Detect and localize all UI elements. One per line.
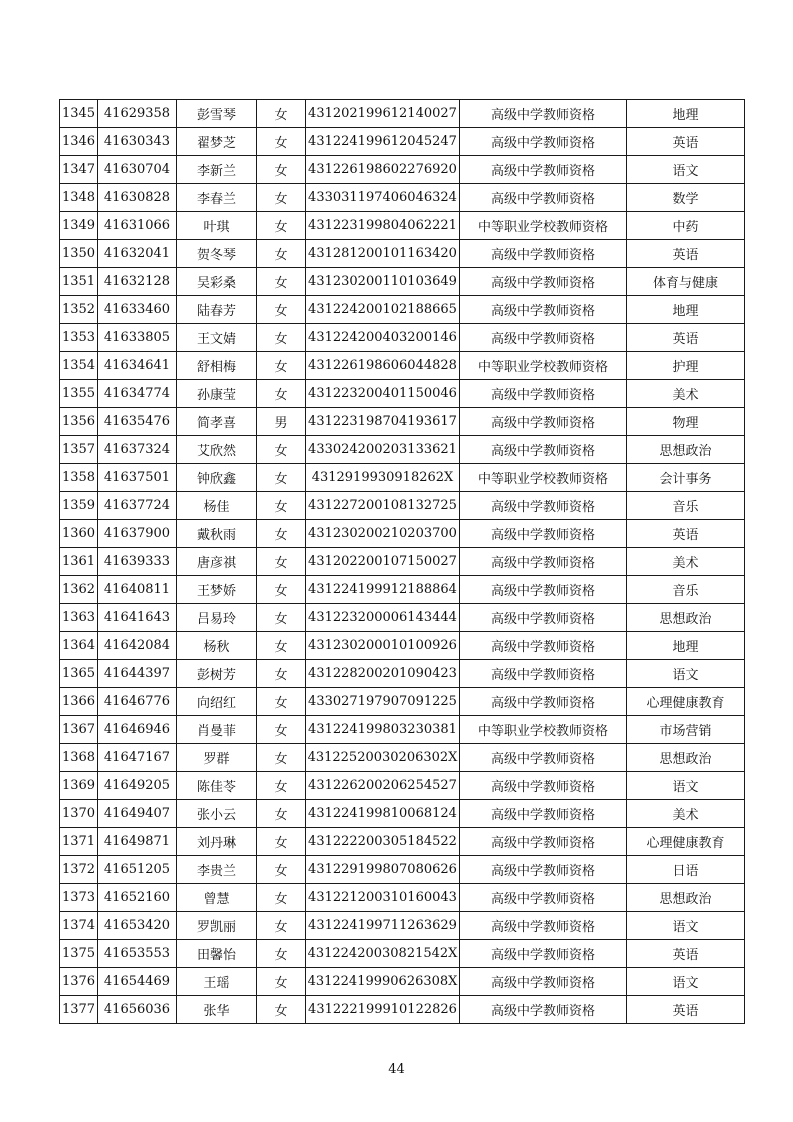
cell-id-number: 431202200107150027 — [306, 548, 460, 576]
cell-subject: 英语 — [627, 240, 745, 268]
cell-name: 张小云 — [177, 800, 257, 828]
cell-name: 杨佳 — [177, 492, 257, 520]
cell-gender: 女 — [257, 940, 306, 968]
cell-subject: 思想政治 — [627, 436, 745, 464]
cell-gender: 女 — [257, 828, 306, 856]
cell-name: 孙康莹 — [177, 380, 257, 408]
cell-qualification: 高级中学教师资格 — [460, 324, 627, 352]
cell-gender: 女 — [257, 968, 306, 996]
cell-serial: 1366 — [60, 688, 98, 716]
table-row — [60, 156, 745, 184]
cell-serial: 1351 — [60, 268, 98, 296]
cell-subject: 音乐 — [627, 576, 745, 604]
cell-subject: 音乐 — [627, 492, 745, 520]
cell-subject: 思想政治 — [627, 744, 745, 772]
table-row — [60, 100, 745, 128]
cell-id-number: 431221200310160043 — [306, 884, 460, 912]
cell-name: 钟欣鑫 — [177, 464, 257, 492]
cell-exam-id: 41637501 — [98, 464, 177, 492]
cell-qualification: 高级中学教师资格 — [460, 688, 627, 716]
cell-gender: 女 — [257, 744, 306, 772]
cell-gender: 女 — [257, 184, 306, 212]
cell-qualification: 高级中学教师资格 — [460, 240, 627, 268]
cell-qualification: 高级中学教师资格 — [460, 996, 627, 1024]
cell-serial: 1375 — [60, 940, 98, 968]
cell-name: 唐彦祺 — [177, 548, 257, 576]
cell-exam-id: 41632041 — [98, 240, 177, 268]
cell-subject: 体育与健康 — [627, 268, 745, 296]
cell-serial: 1365 — [60, 660, 98, 688]
cell-name: 叶琪 — [177, 212, 257, 240]
cell-id-number: 431223200401150046 — [306, 380, 460, 408]
cell-serial: 1349 — [60, 212, 98, 240]
table-row — [60, 268, 745, 296]
cell-subject: 英语 — [627, 128, 745, 156]
cell-gender: 女 — [257, 660, 306, 688]
cell-exam-id: 41653420 — [98, 912, 177, 940]
cell-exam-id: 41632128 — [98, 268, 177, 296]
cell-exam-id: 41642084 — [98, 632, 177, 660]
cell-qualification: 高级中学教师资格 — [460, 660, 627, 688]
cell-qualification: 高级中学教师资格 — [460, 156, 627, 184]
registration-table — [59, 99, 745, 1024]
cell-subject: 物理 — [627, 408, 745, 436]
cell-serial: 1355 — [60, 380, 98, 408]
cell-name: 杨秋 — [177, 632, 257, 660]
cell-id-number: 433027197907091225 — [306, 688, 460, 716]
cell-gender: 女 — [257, 520, 306, 548]
cell-name: 罗群 — [177, 744, 257, 772]
cell-gender: 女 — [257, 296, 306, 324]
cell-name: 王文婧 — [177, 324, 257, 352]
cell-gender: 女 — [257, 464, 306, 492]
table-row — [60, 884, 745, 912]
cell-serial: 1345 — [60, 100, 98, 128]
cell-subject: 护理 — [627, 352, 745, 380]
cell-name: 王瑶 — [177, 968, 257, 996]
table-row — [60, 716, 745, 744]
cell-id-number: 431226198606044828 — [306, 352, 460, 380]
table-row — [60, 520, 745, 548]
cell-serial: 1358 — [60, 464, 98, 492]
cell-gender: 女 — [257, 996, 306, 1024]
cell-exam-id: 41644397 — [98, 660, 177, 688]
cell-serial: 1369 — [60, 772, 98, 800]
cell-exam-id: 41654469 — [98, 968, 177, 996]
cell-name: 田馨怡 — [177, 940, 257, 968]
cell-gender: 女 — [257, 128, 306, 156]
cell-qualification: 高级中学教师资格 — [460, 604, 627, 632]
table-row — [60, 352, 745, 380]
cell-id-number: 433024200203133621 — [306, 436, 460, 464]
cell-gender: 女 — [257, 212, 306, 240]
table-row — [60, 464, 745, 492]
table-row — [60, 660, 745, 688]
cell-id-number: 431223200006143444 — [306, 604, 460, 632]
cell-subject: 美术 — [627, 800, 745, 828]
cell-qualification: 高级中学教师资格 — [460, 492, 627, 520]
cell-qualification: 高级中学教师资格 — [460, 128, 627, 156]
cell-gender: 女 — [257, 604, 306, 632]
cell-serial: 1350 — [60, 240, 98, 268]
cell-gender: 女 — [257, 632, 306, 660]
cell-exam-id: 41640811 — [98, 576, 177, 604]
cell-qualification: 高级中学教师资格 — [460, 184, 627, 212]
cell-name: 刘丹琳 — [177, 828, 257, 856]
cell-subject: 英语 — [627, 996, 745, 1024]
cell-id-number: 431222200305184522 — [306, 828, 460, 856]
cell-exam-id: 41630704 — [98, 156, 177, 184]
cell-serial: 1377 — [60, 996, 98, 1024]
cell-gender: 女 — [257, 380, 306, 408]
cell-subject: 美术 — [627, 548, 745, 576]
cell-name: 王梦娇 — [177, 576, 257, 604]
cell-gender: 女 — [257, 352, 306, 380]
cell-exam-id: 41637724 — [98, 492, 177, 520]
cell-serial: 1368 — [60, 744, 98, 772]
cell-subject: 语文 — [627, 912, 745, 940]
cell-gender: 女 — [257, 772, 306, 800]
cell-subject: 数学 — [627, 184, 745, 212]
cell-qualification: 高级中学教师资格 — [460, 940, 627, 968]
cell-id-number: 43122420030821542X — [306, 940, 460, 968]
cell-name: 彭树芳 — [177, 660, 257, 688]
cell-serial: 1372 — [60, 856, 98, 884]
cell-exam-id: 41656036 — [98, 996, 177, 1024]
cell-subject: 英语 — [627, 324, 745, 352]
cell-gender: 女 — [257, 800, 306, 828]
cell-name: 肖曼菲 — [177, 716, 257, 744]
cell-id-number: 4312919930918262X — [306, 464, 460, 492]
cell-gender: 女 — [257, 324, 306, 352]
cell-exam-id: 41646946 — [98, 716, 177, 744]
cell-name: 贺冬琴 — [177, 240, 257, 268]
cell-exam-id: 41649871 — [98, 828, 177, 856]
cell-id-number: 431223198704193617 — [306, 408, 460, 436]
cell-subject: 思想政治 — [627, 604, 745, 632]
cell-qualification: 高级中学教师资格 — [460, 912, 627, 940]
cell-serial: 1363 — [60, 604, 98, 632]
cell-id-number: 431227200108132725 — [306, 492, 460, 520]
cell-serial: 1347 — [60, 156, 98, 184]
cell-id-number: 43122520030206302X — [306, 744, 460, 772]
cell-serial: 1364 — [60, 632, 98, 660]
cell-qualification: 中等职业学校教师资格 — [460, 352, 627, 380]
cell-qualification: 中等职业学校教师资格 — [460, 464, 627, 492]
cell-serial: 1359 — [60, 492, 98, 520]
cell-subject: 日语 — [627, 856, 745, 884]
cell-id-number: 431224199810068124 — [306, 800, 460, 828]
cell-serial: 1357 — [60, 436, 98, 464]
table-row — [60, 128, 745, 156]
cell-id-number: 431281200101163420 — [306, 240, 460, 268]
cell-name: 向绍红 — [177, 688, 257, 716]
cell-subject: 市场营销 — [627, 716, 745, 744]
cell-exam-id: 41637324 — [98, 436, 177, 464]
cell-gender: 女 — [257, 492, 306, 520]
cell-serial: 1348 — [60, 184, 98, 212]
cell-id-number: 43122419990626308X — [306, 968, 460, 996]
cell-subject: 语文 — [627, 772, 745, 800]
cell-serial: 1362 — [60, 576, 98, 604]
cell-exam-id: 41653553 — [98, 940, 177, 968]
cell-id-number: 431223199804062221 — [306, 212, 460, 240]
cell-exam-id: 41637900 — [98, 520, 177, 548]
cell-id-number: 431224200102188665 — [306, 296, 460, 324]
cell-gender: 女 — [257, 436, 306, 464]
cell-name: 艾欣然 — [177, 436, 257, 464]
cell-serial: 1354 — [60, 352, 98, 380]
cell-exam-id: 41630343 — [98, 128, 177, 156]
table-row — [60, 380, 745, 408]
cell-id-number: 431226200206254527 — [306, 772, 460, 800]
table-row — [60, 800, 745, 828]
cell-exam-id: 41634774 — [98, 380, 177, 408]
cell-name: 翟梦芝 — [177, 128, 257, 156]
cell-gender: 女 — [257, 716, 306, 744]
cell-subject: 地理 — [627, 632, 745, 660]
cell-id-number: 431226198602276920 — [306, 156, 460, 184]
cell-id-number: 431224199711263629 — [306, 912, 460, 940]
table-row — [60, 184, 745, 212]
table-row — [60, 912, 745, 940]
cell-gender: 女 — [257, 156, 306, 184]
cell-qualification: 高级中学教师资格 — [460, 548, 627, 576]
cell-exam-id: 41639333 — [98, 548, 177, 576]
table-row — [60, 240, 745, 268]
table-row — [60, 324, 745, 352]
cell-qualification: 高级中学教师资格 — [460, 408, 627, 436]
cell-qualification: 高级中学教师资格 — [460, 856, 627, 884]
cell-exam-id: 41641643 — [98, 604, 177, 632]
cell-qualification: 高级中学教师资格 — [460, 968, 627, 996]
cell-exam-id: 41649407 — [98, 800, 177, 828]
table-row — [60, 212, 745, 240]
table-body — [60, 100, 745, 1024]
cell-id-number: 431230200110103649 — [306, 268, 460, 296]
cell-subject: 美术 — [627, 380, 745, 408]
table-row — [60, 828, 745, 856]
cell-exam-id: 41634641 — [98, 352, 177, 380]
cell-subject: 语文 — [627, 660, 745, 688]
cell-exam-id: 41651205 — [98, 856, 177, 884]
table-row — [60, 968, 745, 996]
cell-id-number: 431224199803230381 — [306, 716, 460, 744]
table-row — [60, 744, 745, 772]
cell-qualification: 高级中学教师资格 — [460, 576, 627, 604]
cell-qualification: 高级中学教师资格 — [460, 296, 627, 324]
table-row — [60, 856, 745, 884]
cell-subject: 中药 — [627, 212, 745, 240]
cell-name: 罗凯丽 — [177, 912, 257, 940]
cell-name: 张华 — [177, 996, 257, 1024]
table-row — [60, 604, 745, 632]
table-row — [60, 492, 745, 520]
cell-qualification: 高级中学教师资格 — [460, 100, 627, 128]
cell-exam-id: 41646776 — [98, 688, 177, 716]
cell-gender: 女 — [257, 576, 306, 604]
cell-subject: 心理健康教育 — [627, 688, 745, 716]
cell-id-number: 431222199910122826 — [306, 996, 460, 1024]
cell-serial: 1376 — [60, 968, 98, 996]
cell-qualification: 中等职业学校教师资格 — [460, 212, 627, 240]
cell-id-number: 431229199807080626 — [306, 856, 460, 884]
cell-serial: 1356 — [60, 408, 98, 436]
cell-gender: 女 — [257, 268, 306, 296]
table-row — [60, 408, 745, 436]
cell-qualification: 高级中学教师资格 — [460, 884, 627, 912]
cell-serial: 1373 — [60, 884, 98, 912]
cell-subject: 思想政治 — [627, 884, 745, 912]
cell-id-number: 431224199912188864 — [306, 576, 460, 604]
cell-exam-id: 41652160 — [98, 884, 177, 912]
cell-qualification: 高级中学教师资格 — [460, 772, 627, 800]
cell-qualification: 高级中学教师资格 — [460, 268, 627, 296]
cell-id-number: 431228200201090423 — [306, 660, 460, 688]
cell-serial: 1352 — [60, 296, 98, 324]
cell-name: 李贵兰 — [177, 856, 257, 884]
table-row — [60, 548, 745, 576]
table-row — [60, 688, 745, 716]
cell-id-number: 431202199612140027 — [306, 100, 460, 128]
cell-name: 李春兰 — [177, 184, 257, 212]
cell-subject: 地理 — [627, 296, 745, 324]
cell-subject: 语文 — [627, 968, 745, 996]
cell-serial: 1346 — [60, 128, 98, 156]
cell-subject: 心理健康教育 — [627, 828, 745, 856]
cell-gender: 女 — [257, 912, 306, 940]
cell-id-number: 431224200403200146 — [306, 324, 460, 352]
cell-qualification: 高级中学教师资格 — [460, 744, 627, 772]
cell-serial: 1360 — [60, 520, 98, 548]
cell-gender: 女 — [257, 100, 306, 128]
table-row — [60, 576, 745, 604]
cell-exam-id: 41630828 — [98, 184, 177, 212]
cell-name: 陆春芳 — [177, 296, 257, 324]
cell-name: 陈佳苓 — [177, 772, 257, 800]
cell-gender: 女 — [257, 688, 306, 716]
cell-exam-id: 41631066 — [98, 212, 177, 240]
cell-qualification: 高级中学教师资格 — [460, 632, 627, 660]
cell-id-number: 433031197406046324 — [306, 184, 460, 212]
cell-qualification: 高级中学教师资格 — [460, 380, 627, 408]
cell-id-number: 431230200210203700 — [306, 520, 460, 548]
cell-exam-id: 41635476 — [98, 408, 177, 436]
table-row — [60, 296, 745, 324]
table-row — [60, 940, 745, 968]
cell-exam-id: 41649205 — [98, 772, 177, 800]
cell-serial: 1353 — [60, 324, 98, 352]
cell-gender: 女 — [257, 884, 306, 912]
cell-subject: 英语 — [627, 940, 745, 968]
cell-exam-id: 41633805 — [98, 324, 177, 352]
cell-serial: 1361 — [60, 548, 98, 576]
cell-name: 简孝喜 — [177, 408, 257, 436]
cell-serial: 1370 — [60, 800, 98, 828]
table-row — [60, 632, 745, 660]
cell-name: 吕易玲 — [177, 604, 257, 632]
cell-gender: 女 — [257, 856, 306, 884]
table-row — [60, 436, 745, 464]
cell-name: 李新兰 — [177, 156, 257, 184]
cell-subject: 地理 — [627, 100, 745, 128]
cell-gender: 女 — [257, 548, 306, 576]
cell-qualification: 高级中学教师资格 — [460, 828, 627, 856]
cell-id-number: 431230200010100926 — [306, 632, 460, 660]
cell-gender: 女 — [257, 240, 306, 268]
cell-gender: 男 — [257, 408, 306, 436]
cell-exam-id: 41647167 — [98, 744, 177, 772]
cell-name: 吴彩桑 — [177, 268, 257, 296]
cell-name: 曾慧 — [177, 884, 257, 912]
cell-name: 戴秋雨 — [177, 520, 257, 548]
cell-name: 舒相梅 — [177, 352, 257, 380]
cell-qualification: 中等职业学校教师资格 — [460, 716, 627, 744]
cell-qualification: 高级中学教师资格 — [460, 520, 627, 548]
cell-qualification: 高级中学教师资格 — [460, 436, 627, 464]
cell-subject: 英语 — [627, 520, 745, 548]
cell-subject: 会计事务 — [627, 464, 745, 492]
cell-serial: 1374 — [60, 912, 98, 940]
cell-subject: 语文 — [627, 156, 745, 184]
table-row — [60, 772, 745, 800]
cell-serial: 1371 — [60, 828, 98, 856]
table-row — [60, 996, 745, 1024]
cell-qualification: 高级中学教师资格 — [460, 800, 627, 828]
cell-exam-id: 41633460 — [98, 296, 177, 324]
cell-exam-id: 41629358 — [98, 100, 177, 128]
cell-id-number: 431224199612045247 — [306, 128, 460, 156]
cell-serial: 1367 — [60, 716, 98, 744]
cell-name: 彭雪琴 — [177, 100, 257, 128]
page-number: 44 — [388, 1062, 405, 1077]
